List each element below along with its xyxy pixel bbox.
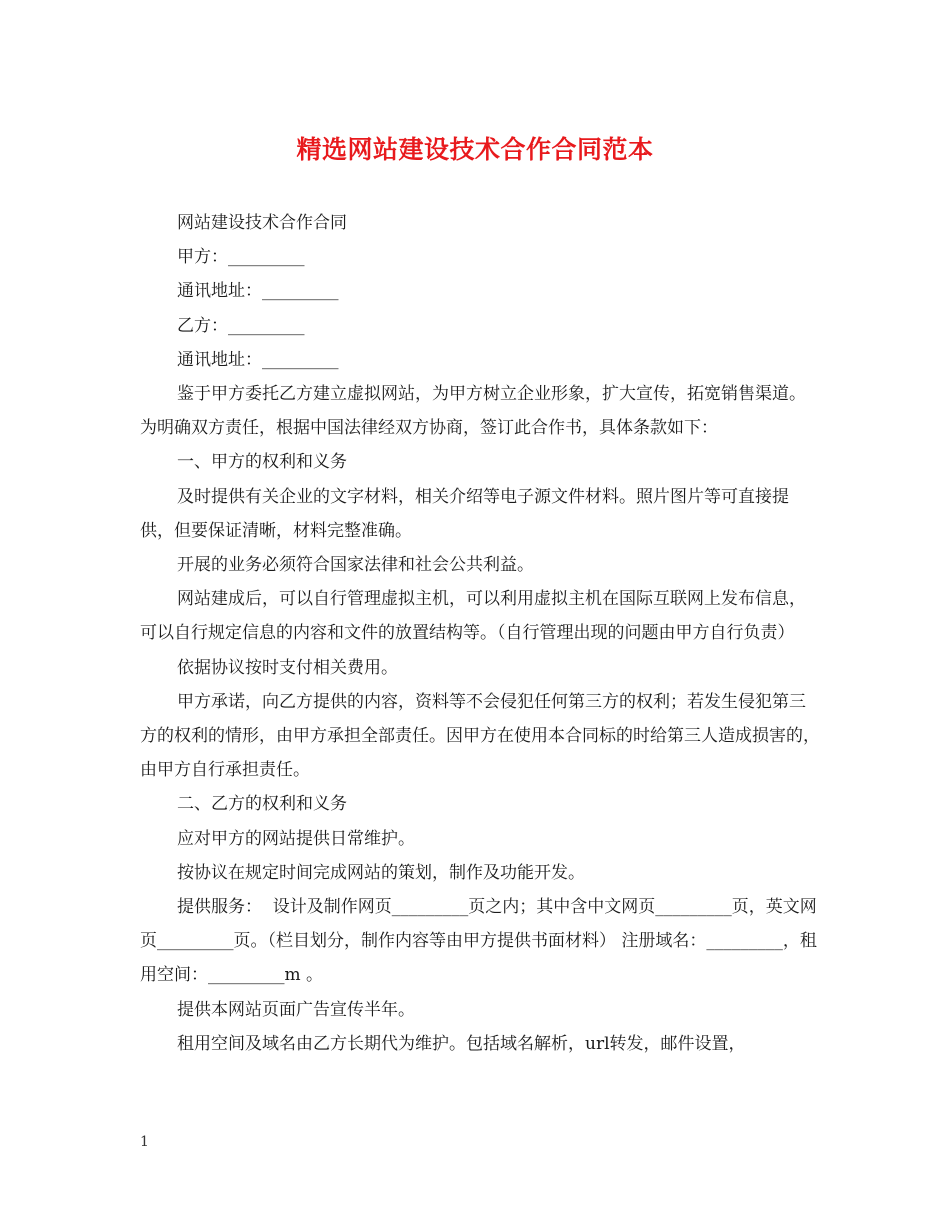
paragraph-advertising: 提供本网站页面广告宣传半年。 (177, 999, 415, 1020)
party-b-line: 乙方：_________ (177, 315, 305, 336)
paragraph-party-a-commitment: 甲方承诺，向乙方提供的内容，资料等不会侵犯任何第三方的权利；若发生侵犯第三方的权利的情形，由甲方承担全部责任。因甲方在使用本合同标的时给第三人造成损害的，由甲方自行承担责任。 (140, 691, 820, 781)
paragraph-materials: 及时提供有关企业的文字材料，相关介绍等电子源文件材料。照片图片等可直接提供，但要保证清晰，材料完整准确。 (140, 486, 789, 541)
document-body (140, 206, 820, 1061)
section-heading-party-b: 二、乙方的权利和义务 (177, 794, 347, 815)
party-a-address-line: 通讯地址：_________ (177, 281, 339, 302)
paragraph-self-management: 网站建成后，可以自行管理虚拟主机，可以利用虚拟主机在国际互联网上发布信息，可以自行规定信息的内容和文件的放置结构等。（自行管理出现的问题由甲方自行负责） (140, 589, 806, 644)
party-a-line: 甲方：_________ (177, 247, 305, 268)
paragraph-legal-business: 开展的业务必须符合国家法律和社会公共利益。 (177, 555, 534, 576)
party-b-address-line: 通讯地址：_________ (177, 349, 339, 370)
document-title: 精选网站建设技术合作合同范本 (296, 135, 654, 164)
section-heading-party-a: 一、甲方的权利和义务 (177, 452, 347, 473)
paragraph-services: 提供服务： 设计及制作网页_________页之内；其中含中文网页_________页，英文网页_________页。（栏目划分，制作内容等由甲方提供书面材料） 注册域名：_________，租用空间：_________m 。 (140, 897, 817, 986)
paragraph-payment: 依据协议按时支付相关费用。 (177, 657, 398, 678)
paragraph-schedule: 按协议在规定时间完成网站的策划，制作及功能开发。 (177, 862, 585, 883)
paragraph-domain-space: 租用空间及域名由乙方长期代为维护。包括域名解析，url转发，邮件设置， (177, 1033, 746, 1054)
preamble-paragraph: 鉴于甲方委托乙方建立虚拟网站，为甲方树立企业形象，扩大宣传，拓宽销售渠道。为明确双方责任，根据中国法律经双方协商，签订此合作书，具体条款如下： (140, 384, 806, 439)
contract-heading: 网站建设技术合作合同 (177, 213, 347, 233)
page-number: 1 (140, 1134, 149, 1150)
paragraph-maintenance: 应对甲方的网站提供日常维护。 (177, 828, 415, 849)
